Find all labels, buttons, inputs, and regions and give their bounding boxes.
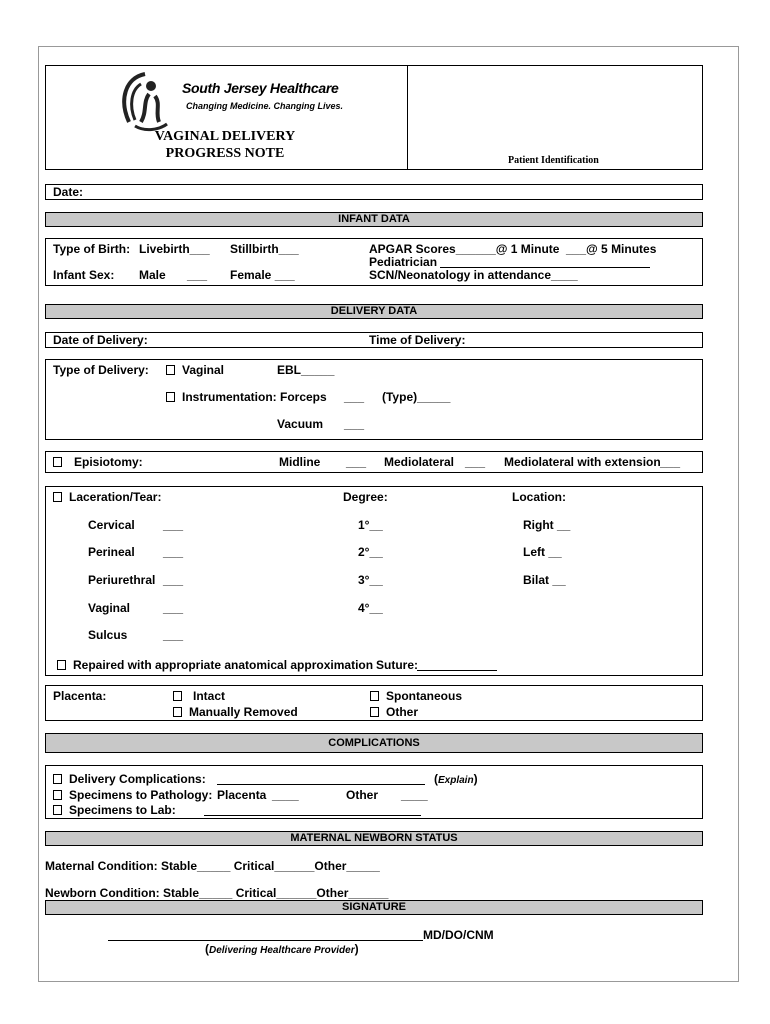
mediolateral-ext-blank[interactable]: ___ [660,455,681,469]
apgar-5min-field[interactable]: ___@ 5 Minutes [566,242,657,256]
form-title-line2: PROGRESS NOTE [165,146,285,161]
checkbox[interactable] [53,457,62,467]
spontaneous-option[interactable]: Spontaneous [370,689,462,703]
site-vaginal-blank[interactable]: ___ [163,601,184,615]
newborn-condition-field[interactable]: Newborn Condition: Stable_____ Critical______Other______ [45,886,389,900]
credentials-label: MD/DO/CNM [423,928,494,942]
checkbox[interactable] [166,392,175,402]
apgar-1min-field[interactable]: APGAR Scores______@ 1 Minute [369,242,560,256]
mediolateral-blank[interactable]: ___ [465,455,486,469]
checkbox[interactable] [173,707,182,717]
pathology-other-blank[interactable]: ____ [401,788,428,802]
location-right[interactable]: Right __ [523,518,571,532]
midline-label: Midline [279,455,321,469]
date-box[interactable] [45,184,703,200]
instrumentation-option[interactable]: Instrumentation: Forceps [166,390,327,404]
pathology-placenta-blank[interactable]: ____ [272,788,299,802]
vacuum-blank[interactable]: ___ [344,417,365,431]
pathology-placenta-label: Placenta [217,788,267,802]
specimens-pathology-option[interactable]: Specimens to Pathology: [53,788,212,802]
pathology-other-label: Other [346,788,379,802]
scn-field[interactable]: SCN/Neonatology in attendance____ [369,268,578,282]
placenta-label: Placenta: [53,689,107,703]
maternal-condition-field[interactable]: Maternal Condition: Stable_____ Critical______Other_____ [45,859,380,873]
female-field[interactable]: Female ___ [230,268,295,282]
site-periurethral: Periurethral [88,573,156,587]
date-label: Date: [53,185,84,199]
manually-removed-option[interactable]: Manually Removed [173,705,298,719]
episiotomy-option[interactable]: Episiotomy: [53,455,143,469]
logo-icon [115,68,181,134]
laceration-option[interactable]: Laceration/Tear: [53,490,161,504]
site-sulcus: Sulcus [88,628,128,642]
location-bilat[interactable]: Bilat __ [523,573,566,587]
specimens-lab-line[interactable] [204,803,421,816]
patient-id-label: Patient Identification [508,155,599,166]
site-perineal-blank[interactable]: ___ [163,545,184,559]
date-of-delivery-label: Date of Delivery: [53,333,148,347]
delivery-complications-line[interactable] [217,772,425,785]
checkbox[interactable] [166,365,175,375]
pediatrician-label: Pediatrician [369,255,438,269]
degree-3[interactable]: 3°__ [358,573,383,587]
mediolateral-label: Mediolateral [384,455,455,469]
degree-1[interactable]: 1°__ [358,518,383,532]
degree-2[interactable]: 2°__ [358,545,383,559]
header-divider [407,65,408,170]
signature-header: SIGNATURE [45,900,703,915]
suture-line[interactable] [417,658,497,671]
degree-label: Degree: [343,490,388,504]
time-of-delivery-label: Time of Delivery: [369,333,466,347]
checkbox[interactable] [53,790,62,800]
checkbox[interactable] [53,492,62,502]
midline-blank[interactable]: ___ [346,455,367,469]
mediolateral-ext-label: Mediolateral with extension [504,455,661,469]
site-sulcus-blank[interactable]: ___ [163,628,184,642]
site-cervical-blank[interactable]: ___ [163,518,184,532]
checkbox[interactable] [370,691,379,701]
location-label: Location: [512,490,566,504]
form-title-line1: VAGINAL DELIVERY [154,129,296,144]
maternal-status-header: MATERNAL NEWBORN STATUS [45,831,703,846]
location-left[interactable]: Left __ [523,545,562,559]
type-of-delivery-label: Type of Delivery: [53,363,149,377]
site-periurethral-blank[interactable]: ___ [163,573,184,587]
checkbox[interactable] [57,660,66,670]
infant-data-header: INFANT DATA [45,212,703,227]
repaired-option[interactable]: Repaired with appropriate anatomical approximation [57,658,373,672]
explain-note: (Explain) [434,772,478,786]
delivery-data-header: DELIVERY DATA [45,304,703,319]
infant-sex-label: Infant Sex: [53,268,115,282]
intact-option[interactable]: Intact [173,689,225,703]
male-label: Male [139,268,166,282]
checkbox[interactable] [53,774,62,784]
delivery-complications-option[interactable]: Delivery Complications: [53,772,206,786]
vacuum-label: Vacuum [277,417,324,431]
ebl-field[interactable]: EBL_____ [277,363,335,377]
provider-caption: (Delivering Healthcare Provider) [205,942,359,956]
forceps-blank[interactable]: ___ [344,390,365,404]
checkbox[interactable] [370,707,379,717]
instrument-type-field[interactable]: (Type)_____ [382,390,451,404]
male-blank[interactable]: ___ [187,268,208,282]
stillbirth-field[interactable]: Stillbirth___ [230,242,299,256]
site-perineal: Perineal [88,545,135,559]
brand-tagline: Changing Medicine. Changing Lives. [186,101,344,111]
site-cervical: Cervical [88,518,135,532]
specimens-lab-option[interactable]: Specimens to Lab: [53,803,176,817]
site-vaginal: Vaginal [88,601,131,615]
signature-line[interactable] [108,928,423,941]
type-of-birth-label: Type of Birth: [53,242,131,256]
pediatrician-line[interactable] [440,256,650,268]
other-option[interactable]: Other [370,705,418,719]
brand-name: South Jersey Healthcare [182,80,339,96]
vaginal-option[interactable]: Vaginal [166,363,224,377]
degree-4[interactable]: 4°__ [358,601,383,615]
complications-header: COMPLICATIONS [45,733,703,753]
suture-label: Suture: [376,658,418,672]
livebirth-field[interactable]: Livebirth___ [139,242,210,256]
checkbox[interactable] [173,691,182,701]
checkbox[interactable] [53,805,62,815]
